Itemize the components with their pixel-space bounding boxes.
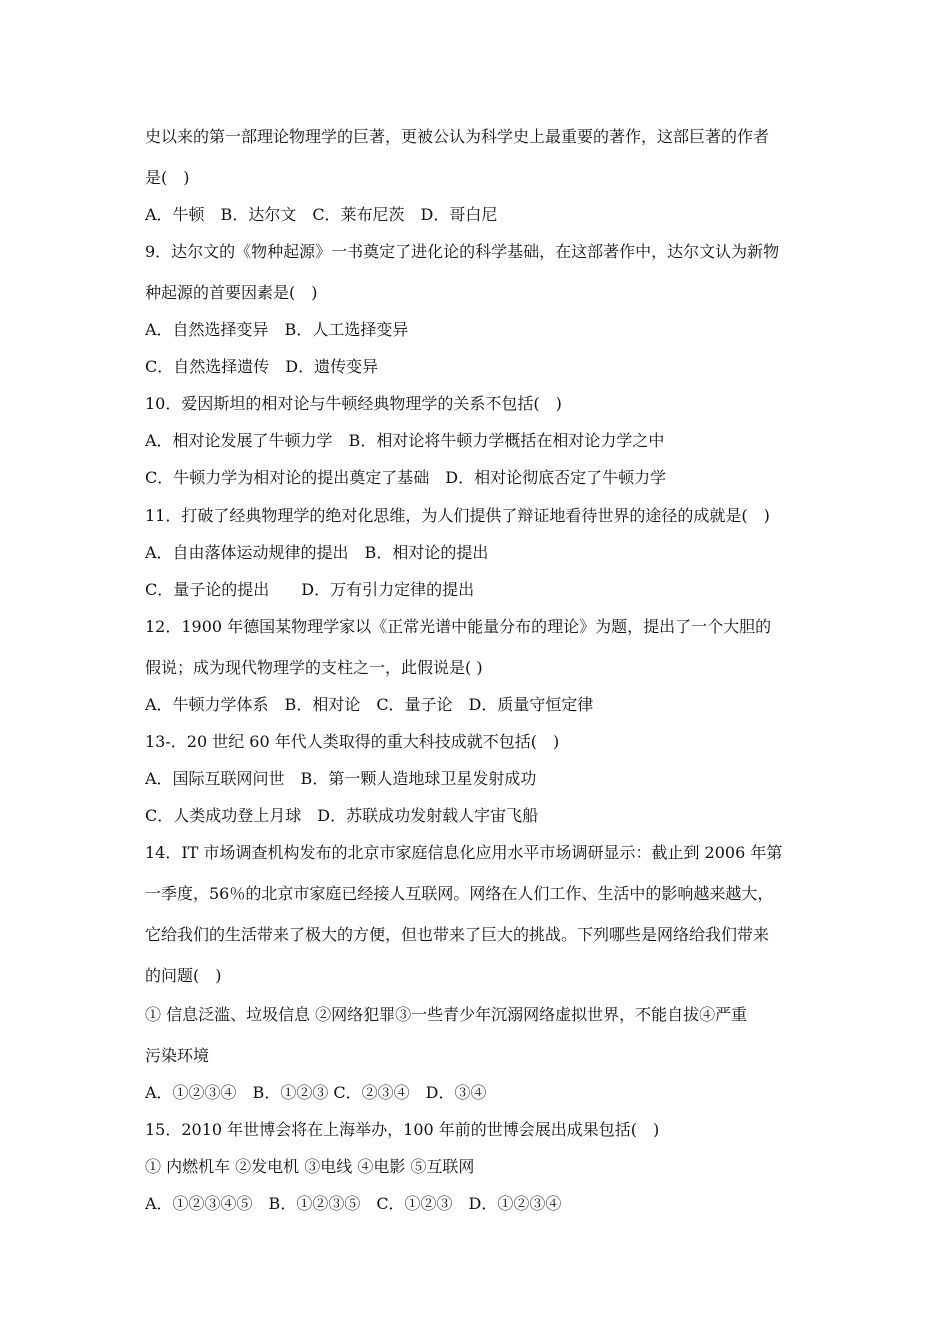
text-line: 一季度，56％的北京市家庭已经接人互联网。网络在人们工作、生活中的影响越来越大， <box>145 884 774 903</box>
answer-options: C．牛顿力学为相对论的提出奠定了基础 D．相对论彻底否定了牛顿力学 <box>145 468 667 487</box>
answer-options: A．自由落体运动规律的提出 B．相对论的提出 <box>145 543 489 562</box>
answer-options: C．自然选择遗传 D．遗传变异 <box>145 357 379 376</box>
answer-options: A．牛顿力学体系 B．相对论 C．量子论 D．质量守恒定律 <box>145 695 594 714</box>
question-11: 11．打破了经典物理学的绝对化思维，为人们提供了辩证地看待世界的途径的成就是( ) <box>145 506 770 525</box>
text-line: 种起源的首要因素是( ) <box>145 283 318 302</box>
text-line: 是( ) <box>145 168 190 187</box>
answer-options: A．国际互联网问世 B．第一颗人造地球卫星发射成功 <box>145 769 537 788</box>
answer-options: A．①②③④⑤ B．①②③⑤ C．①②③ D．①②③④ <box>145 1194 562 1213</box>
text-line: ① 内燃机车 ②发电机 ③电线 ④电影 ⑤互联网 <box>145 1157 475 1176</box>
text-line: 假说；成为现代物理学的支柱之一，此假说是( ) <box>145 658 483 677</box>
question-10: 10．爱因斯坦的相对论与牛顿经典物理学的关系不包括( ) <box>145 394 562 413</box>
question-12: 12．1900 年德国某物理学家以《正常光谱中能量分布的理论》为题，提出了一个大胆的 <box>145 617 772 636</box>
answer-options: C．人类成功登上月球 D．苏联成功发射载人宇宙飞船 <box>145 806 539 825</box>
question-14: 14．IT 市场调查机构发布的北京市家庭信息化应用水平市场调研显示：截止到 2006 年第 <box>145 843 783 862</box>
text-line: ① 信息泛滥、垃圾信息 ②网络犯罪③一些青少年沉溺网络虚拟世界，不能自拔④严重 <box>145 1005 748 1024</box>
answer-options: A．牛顿 B．达尔文 C．莱布尼茨 D．哥白尼 <box>145 205 498 224</box>
text-line: 它给我们的生活带来了极大的方便，但也带来了巨大的挑战。下列哪些是网络给我们带来 <box>145 925 770 944</box>
text-line: 史以来的第一部理论物理学的巨著，更被公认为科学史上最重要的著作，这部巨著的作者 <box>145 127 770 146</box>
text-line: 的问题( ) <box>145 966 222 985</box>
text-line: 污染环境 <box>145 1046 210 1065</box>
question-13: 13-．20 世纪 60 年代人类取得的重大科技成就不包括( ) <box>145 732 560 751</box>
answer-options: C．量子论的提出 D．万有引力定律的提出 <box>145 580 475 599</box>
answer-options: A．相对论发展了牛顿力学 B．相对论将牛顿力学概括在相对论力学之中 <box>145 431 665 450</box>
answer-options: A．①②③④ B．①②③ C．②③④ D．③④ <box>145 1083 487 1102</box>
question-15: 15．2010 年世博会将在上海举办，100 年前的世博会展出成果包括( ) <box>145 1120 660 1139</box>
answer-options: A．自然选择变异 B．人工选择变异 <box>145 320 409 339</box>
question-9: 9．达尔文的《物种起源》一书奠定了进化论的科学基础，在这部著作中，达尔文认为新物 <box>145 242 780 261</box>
